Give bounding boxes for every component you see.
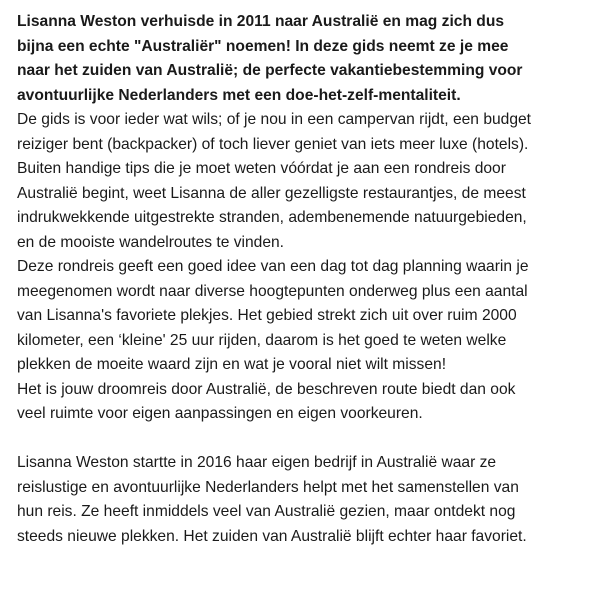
body-line: reiziger bent (backpacker) of toch liever geniet van iets meer luxe (hotels). bbox=[17, 135, 529, 153]
author-line: hun reis. Ze heeft inmiddels veel van Australië gezien, maar ontdekt nog bbox=[17, 503, 516, 520]
intro-line: Lisanna Weston verhuisde in 2011 naar Australië en mag zich dus bbox=[17, 13, 505, 30]
body-line: veel ruimte voor eigen aanpassingen en eigen voorkeuren. bbox=[17, 405, 423, 422]
body-line: indrukwekkende uitgestrekte stranden, adembenemende natuurgebieden, bbox=[17, 209, 527, 226]
intro-line: naar het zuiden van Australië; de perfecte vakantiebestemming voor bbox=[17, 62, 523, 79]
body-line: Buiten handige tips die je moet weten vóórdat je aan een rondreis door bbox=[17, 160, 506, 177]
body-line: meegenomen wordt naar diverse hoogtepunten onderweg plus een aantal bbox=[17, 282, 528, 300]
body-paragraph bbox=[17, 108, 583, 427]
author-line: steeds nieuwe plekken. Het zuiden van Australië blijft echter haar favoriet. bbox=[17, 527, 527, 545]
body-line: van Lisanna's favoriete plekjes. Het gebied strekt zich uit over ruim 2000 bbox=[17, 307, 517, 324]
body-line: Het is jouw droomreis door Australië, de beschreven route biedt dan ook bbox=[17, 380, 516, 398]
body-line: Deze rondreis geeft een goed idee van een dag tot dag planning waarin je bbox=[17, 258, 529, 275]
author-line: reislustige en avontuurlijke Nederlanders helpt met het samenstellen van bbox=[17, 478, 519, 496]
intro-line: bijna een echte "Australiër" noemen! In deze gids neemt ze je mee bbox=[17, 37, 509, 55]
intro-paragraph bbox=[17, 10, 583, 108]
body-line: Australië begint, weet Lisanna de aller gezelligste restaurantjes, de meest bbox=[17, 184, 526, 202]
author-paragraph bbox=[17, 451, 583, 549]
book-description bbox=[17, 10, 583, 549]
body-line: en de mooiste wandelroutes te vinden. bbox=[17, 233, 284, 251]
intro-line: avontuurlijke Nederlanders met een doe-het-zelf-mentaliteit. bbox=[17, 86, 461, 104]
paragraph-spacer bbox=[17, 427, 583, 452]
body-line: kilometer, een ‘kleine' 25 uur rijden, daarom is het goed te weten welke bbox=[17, 331, 507, 349]
body-line: plekken de moeite waard zijn en wat je vooral niet wilt missen! bbox=[17, 356, 447, 373]
body-line: De gids is voor ieder wat wils; of je nou in een campervan rijdt, een budget bbox=[17, 111, 532, 128]
author-line: Lisanna Weston startte in 2016 haar eigen bedrijf in Australië waar ze bbox=[17, 454, 497, 471]
